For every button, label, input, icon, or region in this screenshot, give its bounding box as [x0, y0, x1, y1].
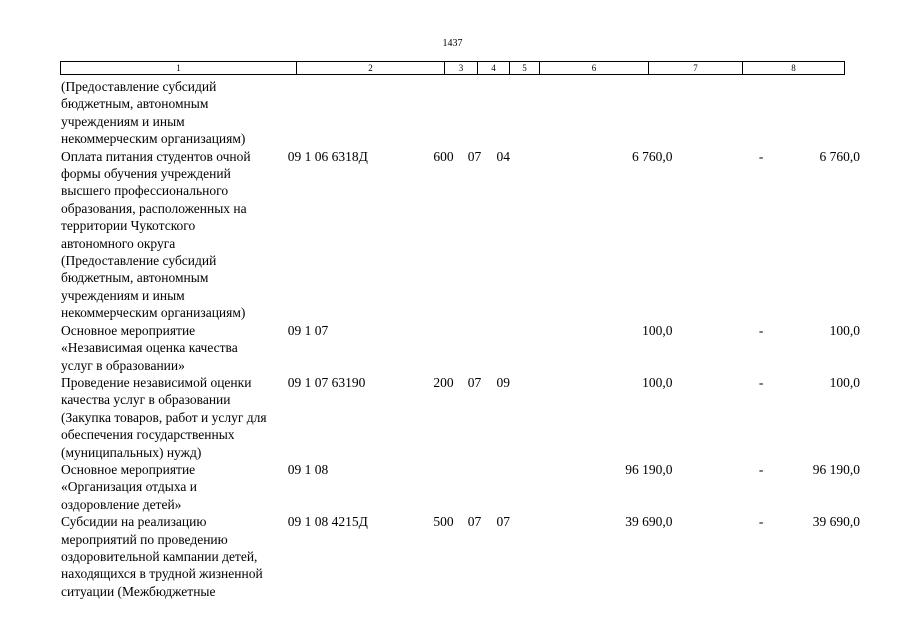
- row-col7: -: [758, 461, 764, 477]
- row-col7: -: [758, 514, 764, 530]
- row-col6: 100,0: [642, 322, 673, 338]
- row-rz: [468, 461, 497, 513]
- row-code: 09 1 07: [287, 322, 329, 338]
- table-row: [60, 78, 860, 148]
- row-name: (Предоставление субсидий бюджетным, автономным учреждениям и иным некоммерческим организациям): [61, 79, 246, 147]
- row-col8: [763, 78, 860, 148]
- row-vr: [428, 78, 467, 148]
- row-col7: -: [758, 148, 764, 164]
- header-col-4: 4: [478, 62, 510, 74]
- row-vr: 600: [433, 148, 454, 164]
- table-header-row: [60, 61, 845, 75]
- row-col7: -: [758, 322, 764, 338]
- row-col8: 39 690,0: [812, 514, 860, 530]
- row-rz: [468, 322, 497, 374]
- row-col8: 100,0: [829, 374, 860, 390]
- row-col7: -: [758, 374, 764, 390]
- table-row: [60, 374, 860, 461]
- row-vr: 200: [433, 374, 454, 390]
- row-code: 09 1 07 63190: [287, 374, 366, 390]
- row-code: 09 1 08 4215Д: [287, 514, 368, 530]
- header-col-8: 8: [791, 63, 796, 73]
- row-pr: 04: [496, 148, 510, 164]
- header-col-6: 6: [540, 62, 649, 74]
- header-col-7: 7: [649, 62, 743, 74]
- row-pr: [497, 78, 532, 148]
- header-col-3: 3: [445, 62, 478, 74]
- row-pr: 07: [496, 514, 510, 530]
- row-pr: 09: [496, 374, 510, 390]
- row-name: Субсидии на реализацию мероприятий по проведению оздоровительной кампании детей, находящихся в трудной жизненной ситуации (Межбюджетные: [61, 514, 263, 599]
- header-col-5: 5: [510, 62, 540, 74]
- row-rz: 07: [467, 514, 482, 530]
- row-vr: [428, 322, 467, 374]
- row-col8: 96 190,0: [812, 461, 860, 477]
- row-code: 09 1 06 6318Д: [287, 148, 368, 164]
- row-name: Проведение независимой оценки качества услуг в образовании (Закупка товаров, работ и услуг для обеспечения государственных (муниципальных) нужд): [61, 374, 267, 460]
- page-number: 1437: [442, 38, 463, 49]
- table-row: [60, 461, 860, 513]
- row-col6: 100,0: [642, 374, 673, 390]
- row-name: Основное мероприятие «Независимая оценка качества услуг в образовании»: [61, 322, 238, 373]
- table-body: [60, 78, 860, 600]
- row-vr: [428, 461, 467, 513]
- row-code: 09 1 08: [287, 461, 329, 477]
- table-row: [60, 513, 860, 600]
- row-col7: [673, 78, 764, 148]
- row-col8: 100,0: [829, 322, 860, 338]
- row-col6: 39 690,0: [625, 514, 673, 530]
- row-name: Оплата питания студентов очной формы обучения учреждений высшего профессионального образования, расположенных на территории Чукотского автономного округа (Предоставление субсидий бюджетным, автономным учреждениям и иным некоммерческим организациям): [61, 148, 251, 321]
- row-vr: 500: [433, 514, 454, 530]
- row-col6: 6 760,0: [632, 148, 673, 164]
- row-name: Основное мероприятие «Организация отдыха и оздоровление детей»: [61, 461, 197, 512]
- row-rz: [468, 78, 497, 148]
- row-col6: [532, 78, 673, 148]
- header-col-2: 2: [297, 62, 445, 74]
- row-pr: [497, 322, 532, 374]
- row-rz: 07: [467, 148, 482, 164]
- row-col6: 96 190,0: [625, 461, 673, 477]
- row-pr: [497, 461, 532, 513]
- row-rz: 07: [467, 374, 482, 390]
- row-code: [287, 78, 429, 148]
- header-col-1: 1: [61, 62, 297, 74]
- table-row: [60, 148, 860, 322]
- row-col8: 6 760,0: [819, 148, 860, 164]
- table-row: [60, 322, 860, 374]
